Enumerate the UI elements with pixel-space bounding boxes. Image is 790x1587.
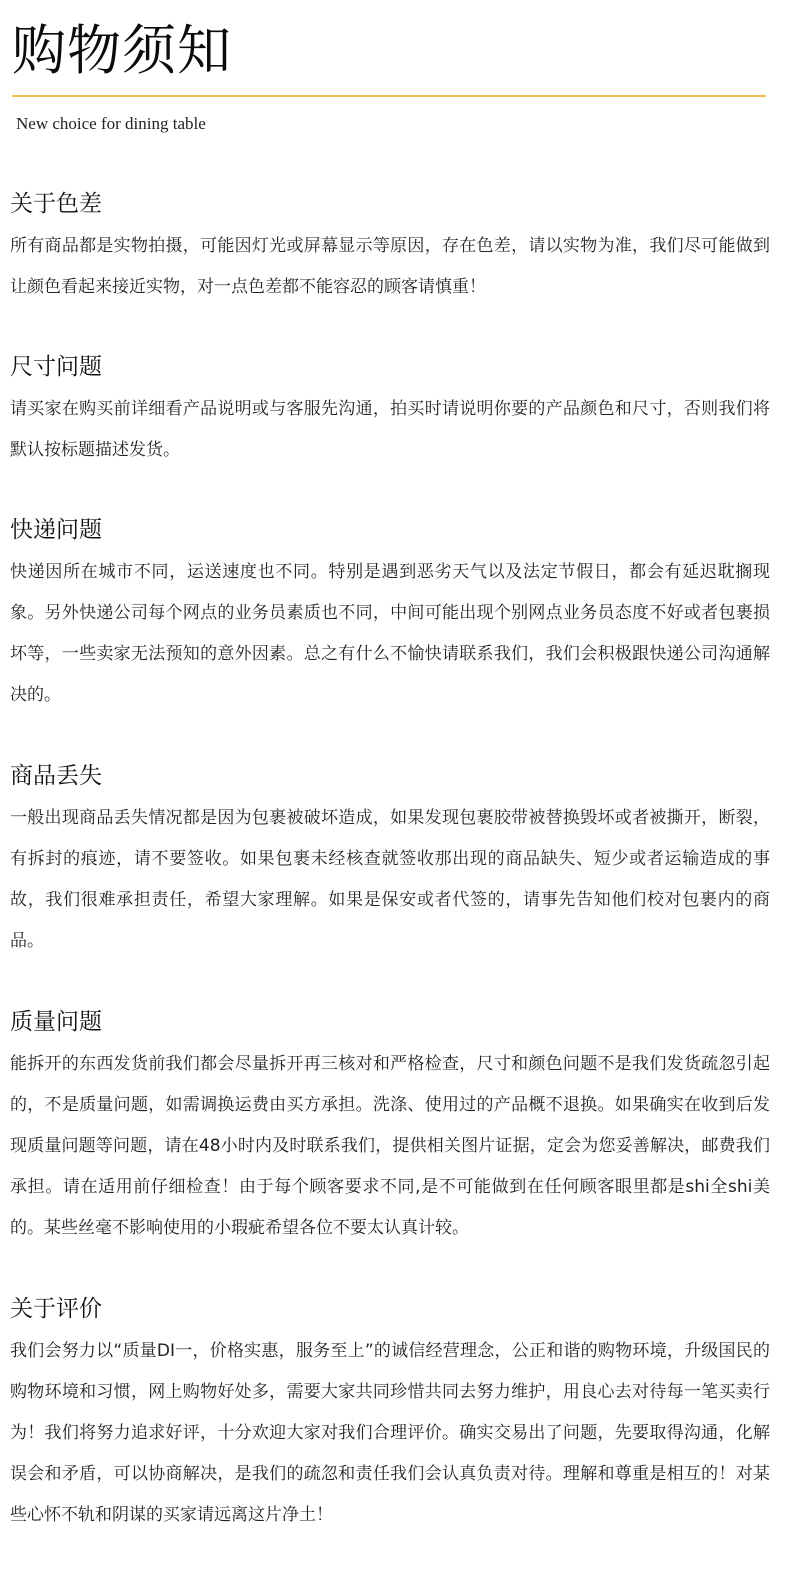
section-size <box>10 351 770 471</box>
section-heading: 尺寸问题 <box>10 354 102 380</box>
section-heading: 关于评价 <box>10 1296 102 1322</box>
section-body: 能拆开的东西发货前我们都会尽量拆开再三核对和严格检查，尺寸和颜色问题不是我们发货疏忽引起的，不是质量问题，如需调换运费由买方承担。洗涤、使用过的产品概不退换。如果确实在收到后发现质量问题等问题，请在48小时内及时联系我们，提供相关图片证据，定会为您妥善解决，邮费我们承担。请在适用前仔细检查！由于每个顾客要求不同,是不可能做到在任何顾客眼里都是shi全shi美的。某些丝毫不影响使用的小瑕疵希望各位不要太认真计较。 <box>10 1054 770 1238</box>
section-color-difference <box>10 188 770 308</box>
section-body: 快递因所在城市不同，运送速度也不同。特别是遇到恶劣天气以及法定节假日，都会有延迟耽搁现象。另外快递公司每个网点的业务员素质也不同，中间可能出现个别网点业务员态度不好或者包裹损坏等，一些卖家无法预知的意外因素。总之有什么不愉快请联系我们，我们会积极跟快递公司沟通解决的。 <box>10 562 770 705</box>
section-lost-goods <box>10 760 770 962</box>
section-heading: 快递问题 <box>10 517 102 543</box>
section-body: 所有商品都是实物拍摄，可能因灯光或屏幕显示等原因，存在色差，请以实物为准，我们尽可能做到让颜色看起来接近实物，对一点色差都不能容忍的顾客请慎重！ <box>10 236 770 297</box>
section-body: 我们会努力以“质量DI一，价格实惠，服务至上”的诚信经营理念，公正和谐的购物环境，升级国民的购物环境和习惯，网上购物好处多，需要大家共同珍惜共同去努力维护，用良心去对待每一笔买卖行为！我们将努力追求好评，十分欢迎大家对我们合理评价。确实交易出了问题，先要取得沟通，化解误会和矛盾，可以协商解决，是我们的疏忽和责任我们会认真负责对待。理解和尊重是相互的！对某些心怀不轨和阴谋的买家请远离这片净土！ <box>10 1341 770 1525</box>
section-delivery <box>10 514 770 716</box>
title-divider <box>12 95 766 97</box>
section-body: 一般出现商品丢失情况都是因为包裹被破坏造成，如果发现包裹胶带被替换毁坏或者被撕开，断裂，有拆封的痕迹，请不要签收。如果包裹未经核查就签收那出现的商品缺失、短少或者运输造成的事故，我们很难承担责任，希望大家理解。如果是保安或者代签的，请事先告知他们校对包裹内的商品。 <box>10 808 770 951</box>
section-heading: 质量问题 <box>10 1009 102 1035</box>
section-heading: 商品丢失 <box>10 763 102 789</box>
page-subtitle: New choice for dining table <box>16 114 206 133</box>
section-heading: 关于色差 <box>10 191 102 217</box>
section-body: 请买家在购买前详细看产品说明或与客服先沟通，拍买时请说明你要的产品颜色和尺寸，否则我们将默认按标题描述发货。 <box>10 399 770 460</box>
section-quality <box>10 1006 770 1249</box>
section-reviews <box>10 1293 770 1536</box>
page-title: 购物须知 <box>12 19 232 82</box>
